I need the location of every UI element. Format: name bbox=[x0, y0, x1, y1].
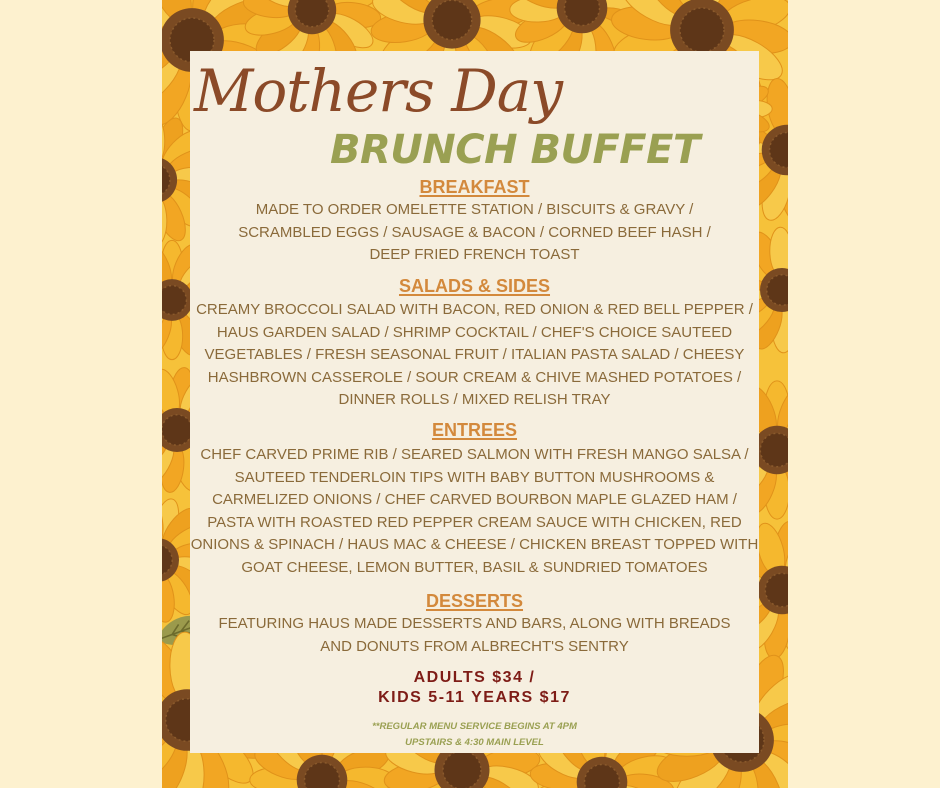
desserts-line: AND DONUTS FROM ALBRECHT'S SENTRY bbox=[320, 637, 629, 655]
salads-line: CREAMY BROCCOLI SALAD WITH BACON, RED ONION & RED BELL PEPPER / bbox=[196, 301, 753, 318]
breakfast-line: DEEP FRIED FRENCH TOAST bbox=[369, 246, 580, 263]
breakfast-line: MADE TO ORDER OMELETTE STATION / BISCUITS & GRAVY / bbox=[255, 201, 694, 218]
entrees-items bbox=[190, 444, 759, 579]
price-adults: ADULTS $34 / bbox=[413, 669, 536, 686]
entrees-line: CHEF CARVED PRIME RIB / SEARED SALMON WITH FRESH MANGO SALSA / bbox=[200, 446, 749, 463]
salads-heading: SALADS & SIDES bbox=[398, 276, 551, 296]
breakfast-section bbox=[190, 176, 759, 267]
menu-card bbox=[190, 51, 759, 753]
salads-line: DINNER ROLLS / MIXED RELISH TRAY bbox=[338, 391, 611, 408]
price-kids: KIDS 5-11 YEARS $17 bbox=[378, 689, 571, 706]
entrees-line: SAUTEED TENDERLOIN TIPS WITH BABY BUTTON MUSHROOMS & bbox=[234, 468, 715, 486]
entrees-heading: ENTREES bbox=[431, 420, 518, 440]
salads-line: HAUS GARDEN SALAD / SHRIMP COCKTAIL / CHEF'S CHOICE SAUTEED bbox=[216, 323, 733, 341]
service-note-line: **REGULAR MENU SERVICE BEGINS AT 4PM bbox=[372, 721, 577, 732]
entrees-section bbox=[190, 419, 759, 579]
entrees-line: CARMELIZED ONIONS / CHEF CARVED BOURBON MAPLE GLAZED HAM / bbox=[212, 491, 737, 508]
breakfast-heading: BREAKFAST bbox=[419, 177, 530, 197]
desserts-items bbox=[190, 613, 759, 658]
subtitle: BRUNCH BUFFET bbox=[330, 127, 700, 173]
entrees-line: PASTA WITH ROASTED RED PEPPER CREAM SAUCE WITH CHICKEN, RED bbox=[207, 513, 742, 531]
pricing bbox=[190, 668, 759, 708]
script-title-text: Mothers Day bbox=[194, 57, 563, 125]
breakfast-line: SCRAMBLED EGGS / SAUSAGE & BACON / CORNED BEEF HASH / bbox=[238, 223, 711, 241]
salads-section bbox=[190, 275, 759, 412]
salads-items bbox=[190, 299, 759, 412]
entrees-line: ONIONS & SPINACH / HAUS MAC & CHEESE / CHICKEN BREAST TOPPED WITH bbox=[190, 536, 759, 553]
breakfast-items bbox=[190, 199, 759, 267]
salads-line: HASHBROWN CASSEROLE / SOUR CREAM & CHIVE MASHED POTATOES / bbox=[207, 368, 742, 386]
service-note bbox=[190, 719, 759, 751]
entrees-line: GOAT CHEESE, LEMON BUTTER, BASIL & SUNDRIED TOMATOES bbox=[241, 558, 708, 576]
desserts-section bbox=[190, 590, 759, 658]
desserts-line: FEATURING HAUS MADE DESSERTS AND BARS, ALONG WITH BREADS bbox=[218, 615, 731, 632]
service-note-line: UPSTAIRS & 4:30 MAIN LEVEL bbox=[405, 737, 544, 748]
desserts-heading: DESSERTS bbox=[425, 591, 524, 611]
salads-line: VEGETABLES / FRESH SEASONAL FRUIT / ITALIAN PASTA SALAD / CHEESY bbox=[204, 346, 745, 363]
